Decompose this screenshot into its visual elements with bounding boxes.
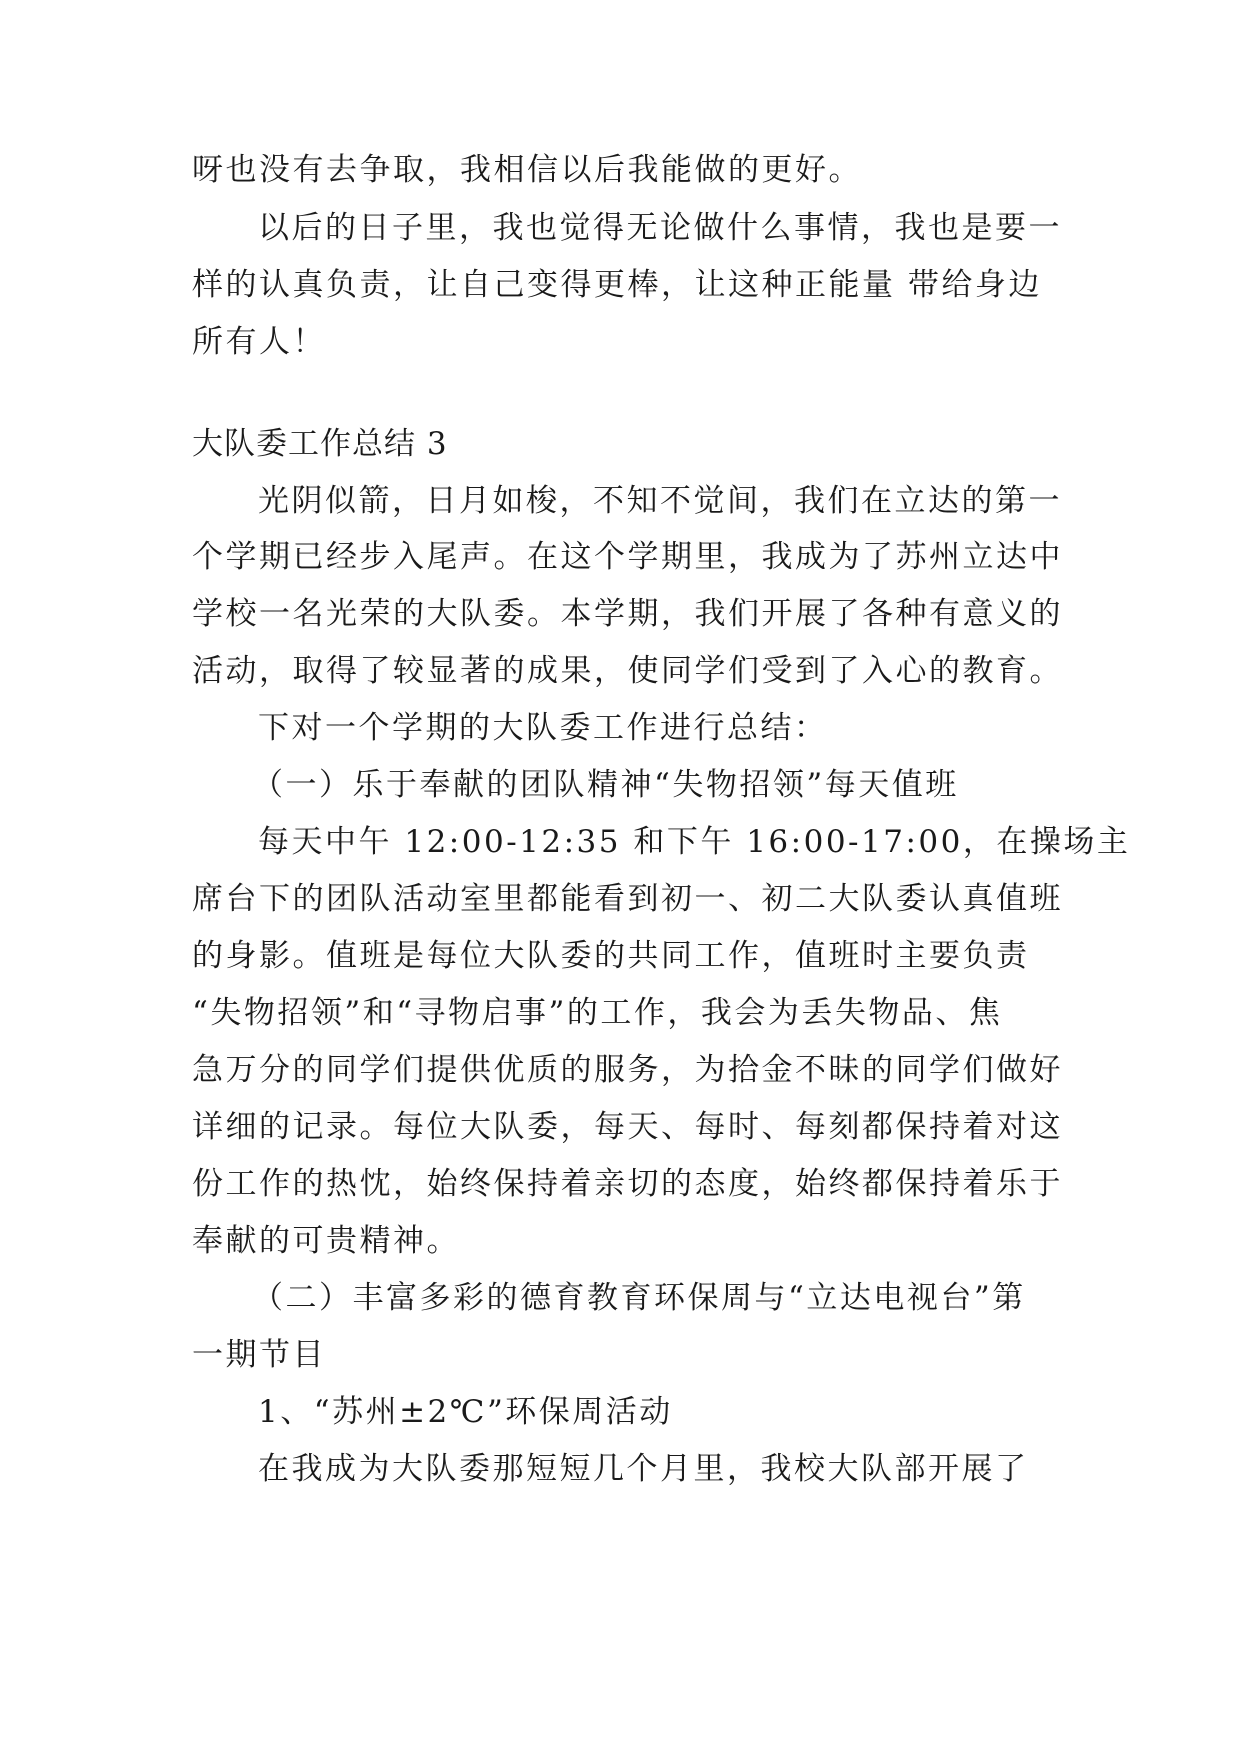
subsection-heading: （一）乐于奉献的团队精神“失物招领”每天值班: [252, 767, 959, 803]
subsection-heading: 1、“苏州±2℃”环保周活动: [258, 1394, 673, 1430]
paragraph-line: 每天中午 12:00-12:35 和下午 16:00-17:00，在操场主: [258, 824, 1131, 860]
section-heading: 大队委工作总结 3: [192, 426, 448, 462]
paragraph-line: 光阴似箭，日月如梭，不知不觉间，我们在立达的第一: [258, 483, 1062, 519]
paragraph-line: 一期节目: [192, 1337, 326, 1373]
paragraph-line: 详细的记录。每位大队委，每天、每时、每刻都保持着对这: [192, 1109, 1063, 1145]
paragraph-line: 席台下的团队活动室里都能看到初一、初二大队委认真值班: [192, 881, 1063, 917]
subsection-heading: （二）丰富多彩的德育教育环保周与“立达电视台”第: [252, 1280, 1026, 1316]
paragraph-line: 样的认真负责，让自己变得更棒，让这种正能量 带给身边: [192, 267, 1042, 303]
paragraph-line: 下对一个学期的大队委工作进行总结：: [258, 710, 828, 746]
paragraph-line: 的身影。值班是每位大队委的共同工作，值班时主要负责: [192, 938, 1030, 974]
paragraph-line: 以后的日子里，我也觉得无论做什么事情，我也是要一: [258, 210, 1062, 246]
paragraph-line: “失物招领”和“寻物启事”的工作，我会为丢失物品、焦: [192, 995, 1003, 1031]
paragraph-line: 份工作的热忱，始终保持着亲切的态度，始终都保持着乐于: [192, 1166, 1063, 1202]
paragraph-line: 急万分的同学们提供优质的服务，为拾金不昧的同学们做好: [192, 1052, 1063, 1088]
paragraph-line: 活动，取得了较显著的成果，使同学们受到了入心的教育。: [192, 653, 1063, 689]
paragraph-line: 所有人！: [192, 324, 326, 360]
paragraph-line: 呀也没有去争取，我相信以后我能做的更好。: [192, 152, 862, 188]
paragraph-line: 学校一名光荣的大队委。本学期，我们开展了各种有意义的: [192, 596, 1063, 632]
paragraph-line: 奉献的可贵精神。: [192, 1223, 460, 1259]
paragraph-line: 个学期已经步入尾声。在这个学期里，我成为了苏州立达中: [192, 539, 1063, 575]
paragraph-line: 在我成为大队委那短短几个月里，我校大队部开展了: [258, 1451, 1029, 1487]
